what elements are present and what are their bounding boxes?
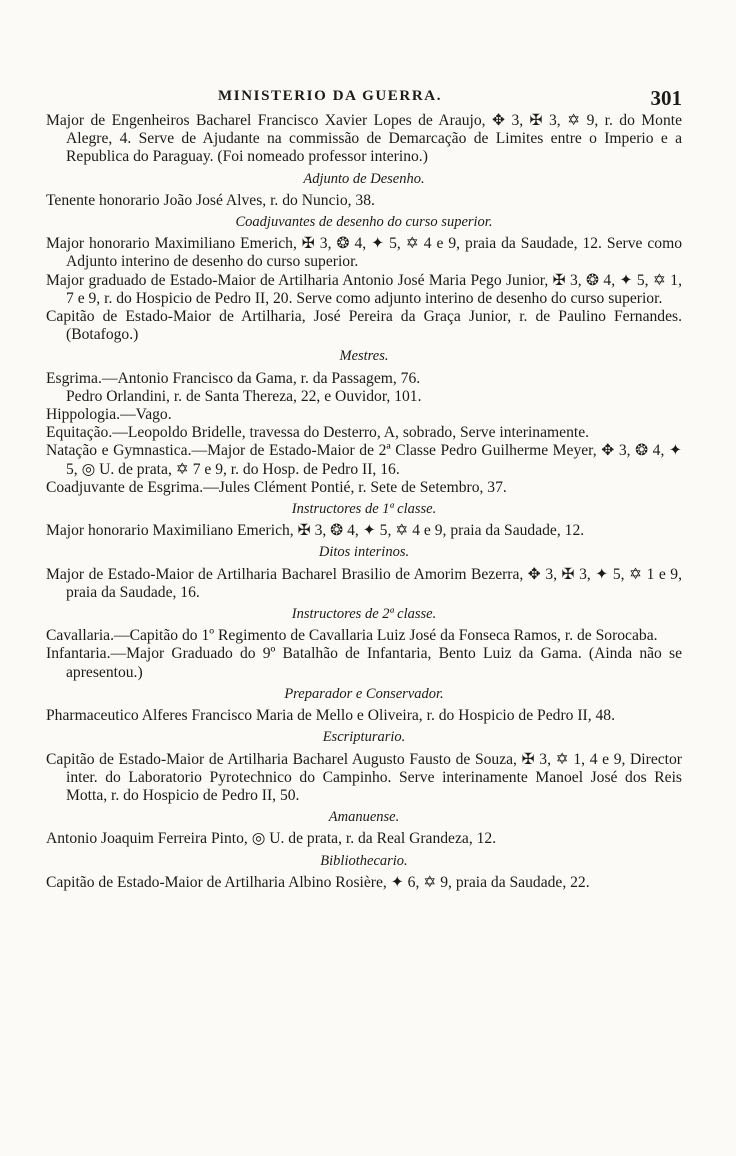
personnel-entry: Capitão de Estado-Maior de Artilharia, José Pereira da Graça Junior, r. de Paulino Fernandes. (Botafogo.) <box>46 308 682 344</box>
document-body <box>46 112 682 892</box>
section-heading: Instructores de 2ª classe. <box>291 606 437 623</box>
section-heading: Adjunto de Desenho. <box>303 170 425 187</box>
personnel-entry: Capitão de Estado-Maior de Artilharia Bacharel Augusto Fausto de Souza, ✠ 3, ✡ 1, 4 e 9, Director inter. do Laboratorio Pyrotechnico do Campinho. Serve interinamente Manoel José dos Reis Motta, r. do Hospicio de Pedro II, 50. <box>46 750 682 804</box>
personnel-entry: Cavallaria.—Capitão do 1º Regimento de Cavallaria Luiz José da Fonseca Ramos, r. de Sorocaba. <box>46 627 658 645</box>
personnel-entry: Infantaria.—Major Graduado do 9º Batalhão de Infantaria, Bento Luiz da Gama. (Ainda não se apresentou.) <box>46 645 682 681</box>
personnel-entry: Capitão de Estado-Maior de Artilharia Albino Rosière, ✦ 6, ✡ 9, praia da Saudade, 22. <box>46 873 590 891</box>
section-heading: Preparador e Conservador. <box>284 685 444 702</box>
section-heading: Mestres. <box>339 348 389 365</box>
personnel-entry: Pharmaceutico Alferes Francisco Maria de Mello e Oliveira, r. do Hospicio de Pedro II, 48. <box>46 707 616 725</box>
page-number: 301 <box>650 86 682 110</box>
personnel-entry: Antonio Joaquim Ferreira Pinto, ◎ U. de prata, r. da Real Grandeza, 12. <box>46 830 497 848</box>
personnel-entry: Coadjuvante de Esgrima.—Jules Clément Pontié, r. Sete de Setembro, 37. <box>46 478 507 496</box>
sub-entry: Pedro Orlandini, r. de Santa Thereza, 22, e Ouvidor, 101. <box>66 387 422 405</box>
personnel-entry: Tenente honorario João José Alves, r. do Nuncio, 38. <box>46 191 375 209</box>
personnel-entry: Major graduado de Estado-Maior de Artilharia Antonio José Maria Pego Junior, ✠ 3, ❂ 4, ✦ 5, ✡ 1, 7 e 9, r. do Hospicio de Pedro II, 20. Serve como adjunto interino de desenho do curso superior. <box>46 271 682 307</box>
personnel-entry: Equitação.—Leopoldo Bridelle, travessa do Desterro, A, sobrado, Serve interinamente. <box>46 424 590 442</box>
section-heading: Amanuense. <box>328 809 400 826</box>
section-heading: Escripturario. <box>322 729 406 746</box>
personnel-entry: Major de Engenheiros Bacharel Francisco Xavier Lopes de Araujo, ✥ 3, ✠ 3, ✡ 9, r. do Monte Alegre, 4. Serve de Ajudante na commissão de Demarcação de Limites entre o Imperio e a Republica do Paraguay. (Foi nomeado professor interino.) <box>46 112 682 166</box>
personnel-entry: Major honorario Maximiliano Emerich, ✠ 3, ❂ 4, ✦ 5, ✡ 4 e 9, praia da Saudade, 12. <box>46 522 585 540</box>
personnel-entry: Hippologia.—Vago. <box>46 406 172 424</box>
running-title: MINISTERIO DA GUERRA. <box>218 88 443 104</box>
personnel-entry: Esgrima.—Antonio Francisco da Gama, r. da Passagem, 76. <box>46 369 421 387</box>
section-heading: Coadjuvantes de desenho do curso superior. <box>235 214 493 231</box>
section-heading: Instructores de 1ª classe. <box>291 501 437 518</box>
section-heading: Bibliothecario. <box>320 852 408 869</box>
personnel-entry: Major de Estado-Maior de Artilharia Bacharel Brasilio de Amorim Bezerra, ✥ 3, ✠ 3, ✦ 5, ✡ 1 e 9, praia da Saudade, 16. <box>46 565 682 601</box>
section-heading: Ditos interinos. <box>318 544 410 561</box>
personnel-entry: Natação e Gymnastica.—Major de Estado-Maior de 2ª Classe Pedro Guilherme Meyer, ✥ 3, ❂ 4, ✦ 5, ◎ U. de prata, ✡ 7 e 9, r. do Hosp. de Pedro II, 16. <box>46 442 682 478</box>
personnel-entry: Major honorario Maximiliano Emerich, ✠ 3, ❂ 4, ✦ 5, ✡ 4 e 9, praia da Saudade, 12. Serve como Adjunto interino de desenho do curso superior. <box>46 235 682 271</box>
page-header <box>0 86 736 110</box>
